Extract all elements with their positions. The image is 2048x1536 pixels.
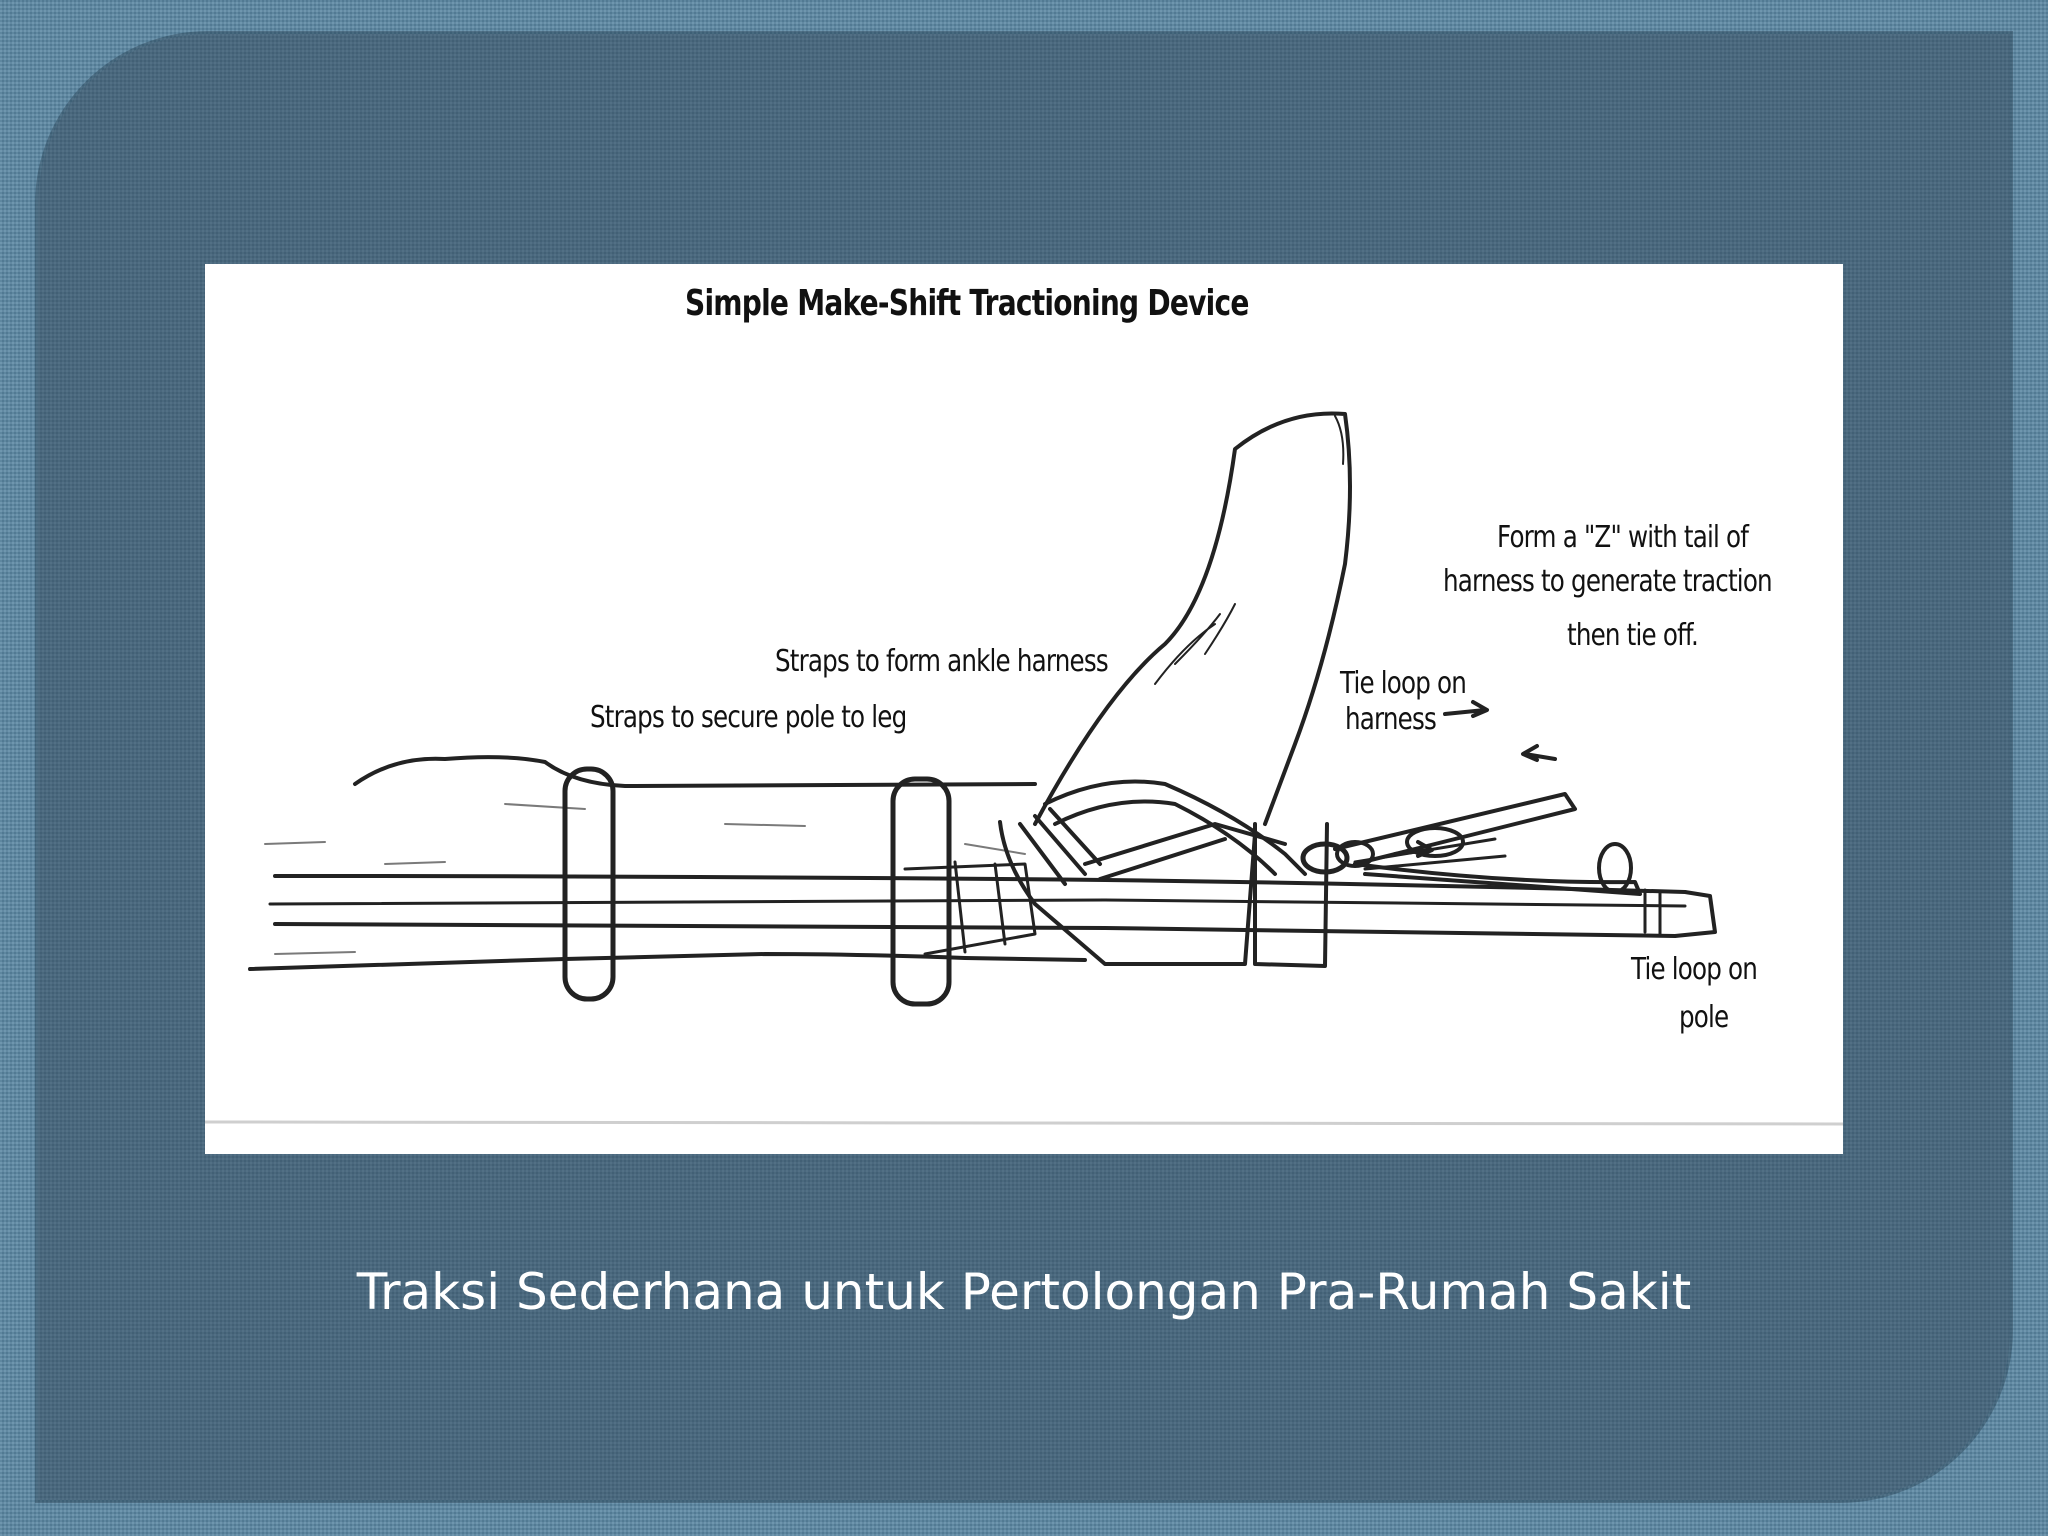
figure-title: Simple Make-Shift Tractioning Device	[685, 283, 1249, 324]
foot-outline	[1035, 413, 1350, 824]
label-z-tail-line1: Form a "Z" with tail of	[1497, 520, 1749, 555]
pole-loop	[1599, 844, 1631, 892]
label-ankle-harness: Straps to form ankle harness	[775, 644, 1108, 679]
arrow-left-middle	[1523, 746, 1555, 760]
arrow-right-upper	[1445, 702, 1487, 716]
pole-end	[1675, 892, 1715, 936]
label-z-tail-line2: harness to generate traction	[1443, 564, 1772, 599]
pole-mid-line	[270, 900, 1685, 906]
label-tie-loop-pole-line2: pole	[1679, 1000, 1729, 1035]
ankle-harness-strap	[1020, 782, 1305, 885]
label-z-tail-line3: then tie off.	[1567, 618, 1698, 653]
traction-sketch	[205, 264, 1843, 1154]
figure-bottom-rule	[205, 1122, 1843, 1124]
label-secure-pole: Straps to secure pole to leg	[590, 700, 907, 735]
leg-lower-outline	[250, 954, 1085, 969]
slide-caption: Traksi Sederhana untuk Pertolongan Pra-Rumah Sakit	[356, 1263, 1692, 1321]
label-tie-loop-harness-line1: Tie loop on	[1340, 666, 1467, 701]
label-tie-loop-pole-line1: Tie loop on	[1631, 952, 1758, 987]
traction-device-figure	[205, 264, 1843, 1154]
pole-strap-2	[893, 779, 949, 1004]
pole-strap-1	[565, 769, 613, 999]
z-rope	[1335, 794, 1640, 894]
pole-bottom-line	[275, 924, 1675, 936]
label-tie-loop-harness-line2: harness	[1345, 702, 1436, 737]
